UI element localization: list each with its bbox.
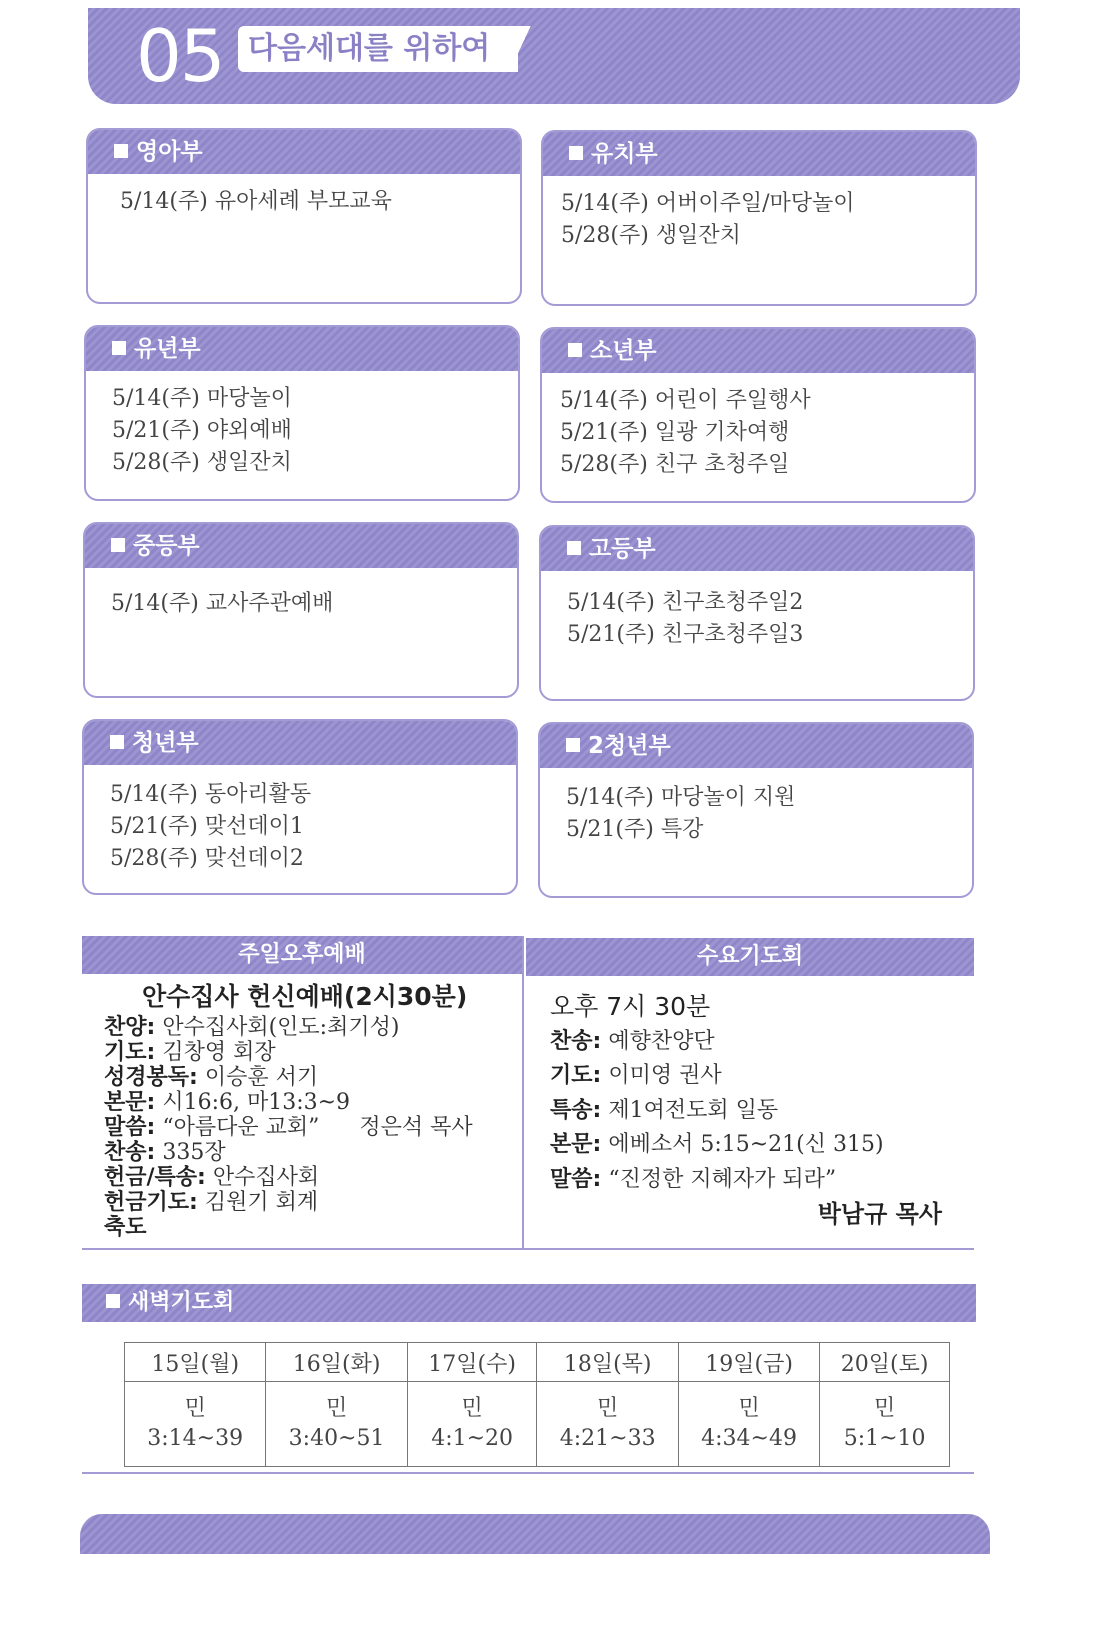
- card-header: [85, 524, 517, 568]
- program-row: 말씀: “진정한 지혜자가 되라”: [550, 1166, 837, 1192]
- card-title: 청년부: [132, 730, 199, 756]
- wednesday-header: 수요기도회: [526, 938, 974, 976]
- wednesday-program: [550, 990, 960, 1232]
- dawn-bottom-rule: [82, 1472, 974, 1474]
- passage-cell: 민 4:34~49: [678, 1382, 819, 1467]
- program-row: 본문: 에베소서 5:15~21(신 315): [550, 1132, 884, 1157]
- passage-cell: 민 5:1~10: [820, 1382, 950, 1467]
- passage-cell: 민 3:14~39: [125, 1382, 266, 1467]
- program-row: 헌금기도: 김원기 회계: [104, 1190, 319, 1215]
- schedule-item: 5/14(주) 교사주관예배: [111, 591, 334, 616]
- card-header: [84, 721, 516, 765]
- card-title: 고등부: [589, 536, 656, 562]
- services-bottom-rule: [82, 1248, 974, 1250]
- schedule-item: 5/21(주) 맞선데이1: [110, 814, 304, 839]
- program-row: 특송: 제1여전도회 일동: [550, 1097, 779, 1123]
- program-row: 찬송: 335장: [104, 1140, 226, 1165]
- dawn-prayer-title: 새벽기도회: [128, 1290, 235, 1315]
- passage-cell: 민 3:40~51: [266, 1382, 407, 1467]
- square-bullet-icon: [112, 341, 126, 355]
- card-header: [541, 527, 973, 571]
- service-subtitle: 안수집사 헌신예배(2시30분): [142, 982, 468, 1011]
- column-divider: [522, 936, 524, 1250]
- program-row: 말씀: “아름다운 교회” 정은석 목사: [104, 1115, 473, 1140]
- schedule-item: 5/14(주) 마당놀이 지원: [566, 785, 796, 810]
- card-title: 유치부: [591, 141, 658, 167]
- square-bullet-icon: [106, 1294, 120, 1308]
- program-row: 찬양: 안수집사회(인도:최기성): [104, 1015, 400, 1040]
- schedule-item: 5/28(주) 친구 초청주일: [560, 452, 790, 477]
- day-cell: 20일(토): [820, 1343, 950, 1382]
- card-title: 2청년부: [588, 733, 671, 759]
- table-row: [125, 1382, 950, 1467]
- card-youth-2: [538, 722, 974, 898]
- schedule-item: 5/28(주) 맞선데이2: [110, 846, 304, 871]
- square-bullet-icon: [566, 738, 580, 752]
- card-header: [86, 327, 518, 371]
- schedule-item: 5/14(주) 동아리활동: [110, 782, 312, 807]
- program-row: 축도: [104, 1215, 147, 1240]
- card-primary: [84, 325, 520, 501]
- card-title: 유년부: [134, 336, 201, 362]
- card-header: [542, 329, 974, 373]
- schedule-item: 5/14(주) 유아세례 부모교육: [120, 189, 392, 214]
- program-row: 기도: 이미영 권사: [550, 1063, 722, 1088]
- schedule-item: 5/21(주) 특강: [566, 817, 704, 842]
- square-bullet-icon: [569, 146, 583, 160]
- card-youth: [82, 719, 518, 895]
- square-bullet-icon: [114, 144, 128, 158]
- header-band: [88, 8, 1020, 104]
- card-title: 소년부: [590, 338, 657, 364]
- schedule-item: 5/28(주) 생일잔치: [112, 450, 292, 475]
- program-row: 찬송: 예향찬양단: [550, 1028, 715, 1054]
- square-bullet-icon: [567, 541, 581, 555]
- passage-cell: 민 4:1~20: [407, 1382, 537, 1467]
- service-time: 오후 7시 30분: [550, 992, 711, 1021]
- header-notch: [506, 26, 534, 72]
- program-row: 헌금/특송: 안수집사회: [104, 1165, 320, 1190]
- card-header: [540, 724, 972, 768]
- card-junior: [540, 327, 976, 503]
- card-title: 중등부: [133, 533, 200, 559]
- day-cell: 15일(월): [125, 1343, 266, 1382]
- card-title: 영아부: [136, 139, 203, 165]
- section-number: 05: [136, 14, 224, 98]
- square-bullet-icon: [568, 343, 582, 357]
- schedule-item: 5/21(주) 친구초청주일3: [567, 622, 804, 647]
- schedule-item: 5/28(주) 생일잔치: [561, 223, 741, 248]
- card-middle-school: [83, 522, 519, 698]
- card-header: [543, 132, 975, 176]
- footer-band: [80, 1514, 990, 1554]
- schedule-item: 5/21(주) 야외예배: [112, 418, 292, 443]
- program-row: 성경봉독: 이승훈 서기: [104, 1065, 319, 1090]
- preacher-name: 박남규 목사: [817, 1200, 942, 1228]
- square-bullet-icon: [111, 538, 125, 552]
- schedule-item: 5/14(주) 친구초청주일2: [567, 590, 804, 615]
- sunday-afternoon-header: 주일오후예배: [82, 936, 522, 974]
- square-bullet-icon: [110, 735, 124, 749]
- day-cell: 18일(목): [537, 1343, 678, 1382]
- card-high-school: [539, 525, 975, 701]
- schedule-item: 5/14(주) 어버이주일/마당놀이: [561, 191, 855, 216]
- schedule-item: 5/21(주) 일광 기차여행: [560, 420, 790, 445]
- card-infant: [86, 128, 522, 304]
- program-row: 본문: 시16:6, 마13:3~9: [104, 1090, 351, 1115]
- day-cell: 19일(금): [678, 1343, 819, 1382]
- dawn-prayer-table: [124, 1342, 950, 1467]
- dawn-prayer-header: [82, 1284, 976, 1322]
- program-row: 기도: 김창영 회장: [104, 1040, 276, 1065]
- schedule-item: 5/14(주) 어린이 주일행사: [560, 388, 811, 413]
- card-header: [88, 130, 520, 174]
- passage-cell: 민 4:21~33: [537, 1382, 678, 1467]
- day-cell: 16일(화): [266, 1343, 407, 1382]
- sunday-afternoon-program: [104, 984, 518, 1240]
- preacher-name: 정은석 목사: [359, 1115, 473, 1140]
- schedule-item: 5/14(주) 마당놀이: [112, 386, 292, 411]
- card-kindergarten: [541, 130, 977, 306]
- day-cell: 17일(수): [407, 1343, 537, 1382]
- table-row: [125, 1343, 950, 1382]
- section-title: 다음세대를 위하여: [238, 26, 518, 72]
